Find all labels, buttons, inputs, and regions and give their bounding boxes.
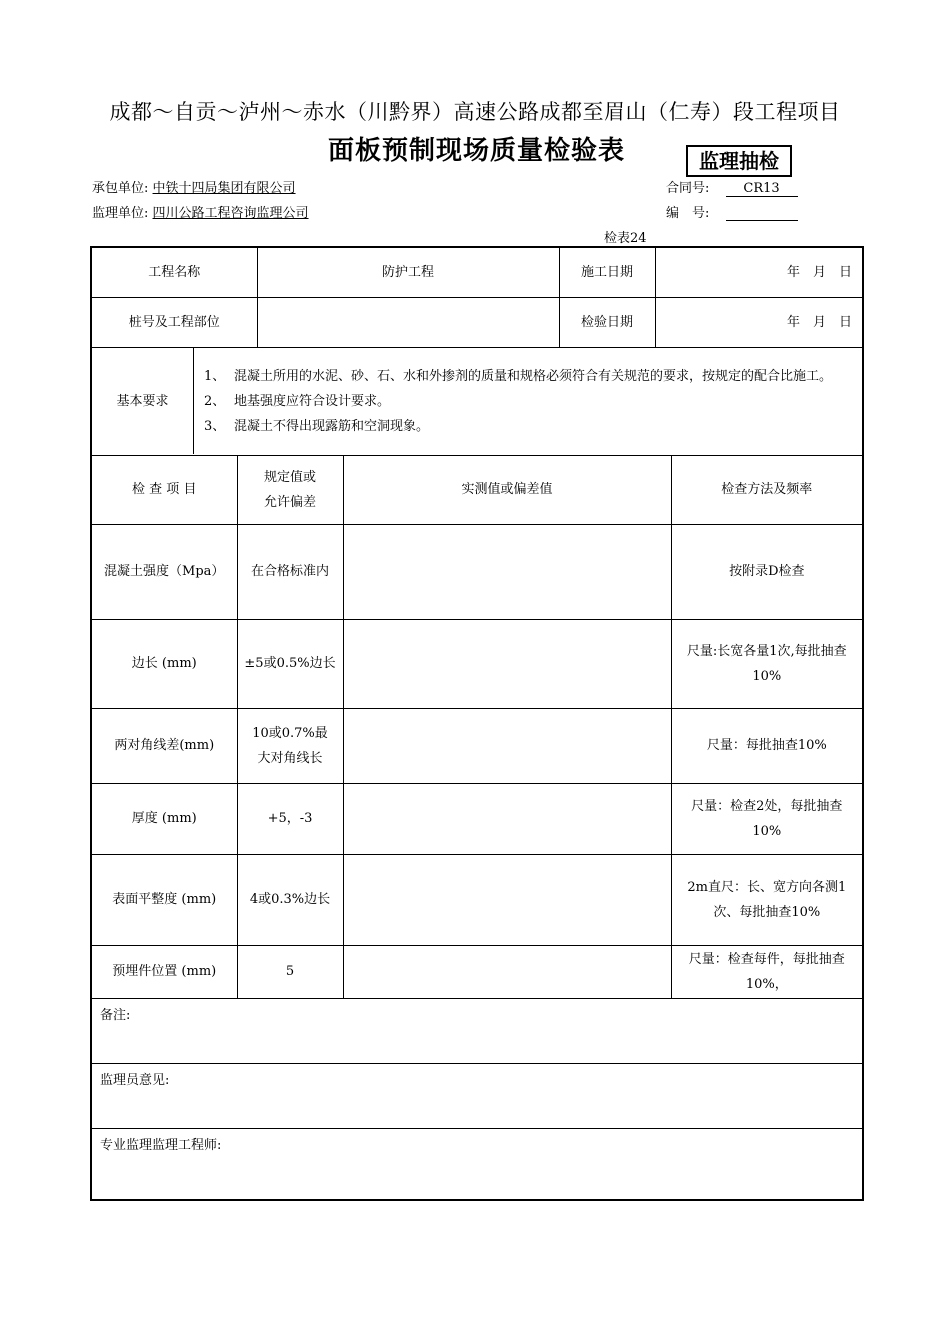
serial-line bbox=[666, 202, 798, 221]
col-header-measured: 实测值或偏差值 bbox=[343, 455, 671, 524]
table-row bbox=[91, 524, 863, 619]
inspection-stamp: 监理抽检 bbox=[686, 145, 792, 177]
contractor-value: 中铁十四局集团有限公司 bbox=[152, 181, 296, 196]
row-item: 厚度 (mm) bbox=[91, 783, 237, 854]
serial-value bbox=[726, 205, 798, 221]
requirements-list bbox=[194, 348, 863, 454]
engineer-row bbox=[91, 1128, 863, 1200]
row-spec: ±5或0.5%边长 bbox=[237, 619, 343, 708]
info-row-2 bbox=[91, 297, 863, 347]
contract-no-value: CR13 bbox=[726, 181, 798, 197]
inspection-date-value: 年 月 日 bbox=[655, 297, 863, 347]
serial-label: 编 号: bbox=[666, 206, 710, 221]
row-measured[interactable] bbox=[343, 524, 671, 619]
table-row bbox=[91, 945, 863, 998]
row-item: 表面平整度 (mm) bbox=[91, 854, 237, 945]
supervisor-value: 四川公路工程咨询监理公司 bbox=[152, 206, 309, 221]
row-measured[interactable] bbox=[343, 945, 671, 998]
row-spec: 4或0.3%边长 bbox=[237, 854, 343, 945]
row-spec: 在合格标准内 bbox=[237, 524, 343, 619]
construction-date-label: 施工日期 bbox=[559, 247, 655, 297]
table-row bbox=[91, 619, 863, 708]
info-row-1 bbox=[91, 247, 863, 297]
construction-date-value: 年 月 日 bbox=[655, 247, 863, 297]
row-spec: 10或0.7%最大对角线长 bbox=[237, 708, 343, 783]
requirement-item: 1、 混凝土所用的水泥、砂、石、水和外掺剂的质量和规格必须符合有关规范的要求，按规定的配合比施工。 bbox=[204, 368, 833, 384]
row-item: 混凝土强度（Mpa） bbox=[91, 524, 237, 619]
requirement-item: 3、 混凝土不得出现露筋和空洞现象。 bbox=[204, 418, 430, 434]
contractor-label: 承包单位: bbox=[92, 181, 149, 196]
row-method: 尺量：检查每件，每批抽查10%， bbox=[671, 945, 863, 998]
row-measured[interactable] bbox=[343, 619, 671, 708]
requirements-row bbox=[91, 347, 863, 455]
project-name-label: 工程名称 bbox=[91, 247, 257, 297]
requirement-item: 2、 地基强度应符合设计要求。 bbox=[204, 393, 391, 409]
contractor-line bbox=[92, 177, 296, 196]
supervisor-opinion-field[interactable]: 监理员意见: bbox=[91, 1063, 863, 1128]
form-title: 面板预制现场质量检验表 bbox=[328, 136, 626, 166]
station-label: 桩号及工程部位 bbox=[91, 297, 257, 347]
supervisor-label: 监理单位: bbox=[92, 206, 149, 221]
row-item: 两对角线差(mm) bbox=[91, 708, 237, 783]
supervisor-line bbox=[92, 202, 309, 221]
supervisor-opinion-row bbox=[91, 1063, 863, 1128]
requirements-label: 基本要求 bbox=[92, 348, 194, 454]
remarks-field[interactable]: 备注: bbox=[91, 998, 863, 1063]
inspection-table bbox=[90, 246, 864, 1201]
row-measured[interactable] bbox=[343, 783, 671, 854]
table-row bbox=[91, 708, 863, 783]
form-number: 检表24 bbox=[604, 231, 647, 246]
row-method: 按附录D检查 bbox=[671, 524, 863, 619]
project-title: 成都～自贡～泸州～赤水（川黔界）高速公路成都至眉山（仁寿）段工程项目 bbox=[109, 100, 841, 124]
row-method: 2m直尺：长、宽方向各测1次、每批抽查10% bbox=[671, 854, 863, 945]
row-method: 尺量：每批抽查10% bbox=[671, 708, 863, 783]
table-row bbox=[91, 854, 863, 945]
col-header-item: 检 查 项 目 bbox=[91, 455, 237, 524]
contract-no-label: 合同号: bbox=[666, 181, 710, 196]
row-method: 尺量:长宽各量1次,每批抽查10% bbox=[671, 619, 863, 708]
row-item: 预埋件位置 (mm) bbox=[91, 945, 237, 998]
column-header-row bbox=[91, 455, 863, 524]
row-item: 边长 (mm) bbox=[91, 619, 237, 708]
row-measured[interactable] bbox=[343, 854, 671, 945]
col-header-method: 检查方法及频率 bbox=[671, 455, 863, 524]
table-row bbox=[91, 783, 863, 854]
contract-no-line bbox=[666, 177, 798, 197]
row-measured[interactable] bbox=[343, 708, 671, 783]
col-header-spec: 规定值或 允许偏差 bbox=[237, 455, 343, 524]
row-spec: 5 bbox=[237, 945, 343, 998]
row-method: 尺量：检查2处，每批抽查10% bbox=[671, 783, 863, 854]
inspection-date-label: 检验日期 bbox=[559, 297, 655, 347]
project-name-value: 防护工程 bbox=[257, 247, 559, 297]
row-spec: +5，-3 bbox=[237, 783, 343, 854]
remarks-row bbox=[91, 998, 863, 1063]
station-value bbox=[257, 297, 559, 347]
engineer-field[interactable]: 专业监理监理工程师: bbox=[91, 1128, 863, 1200]
